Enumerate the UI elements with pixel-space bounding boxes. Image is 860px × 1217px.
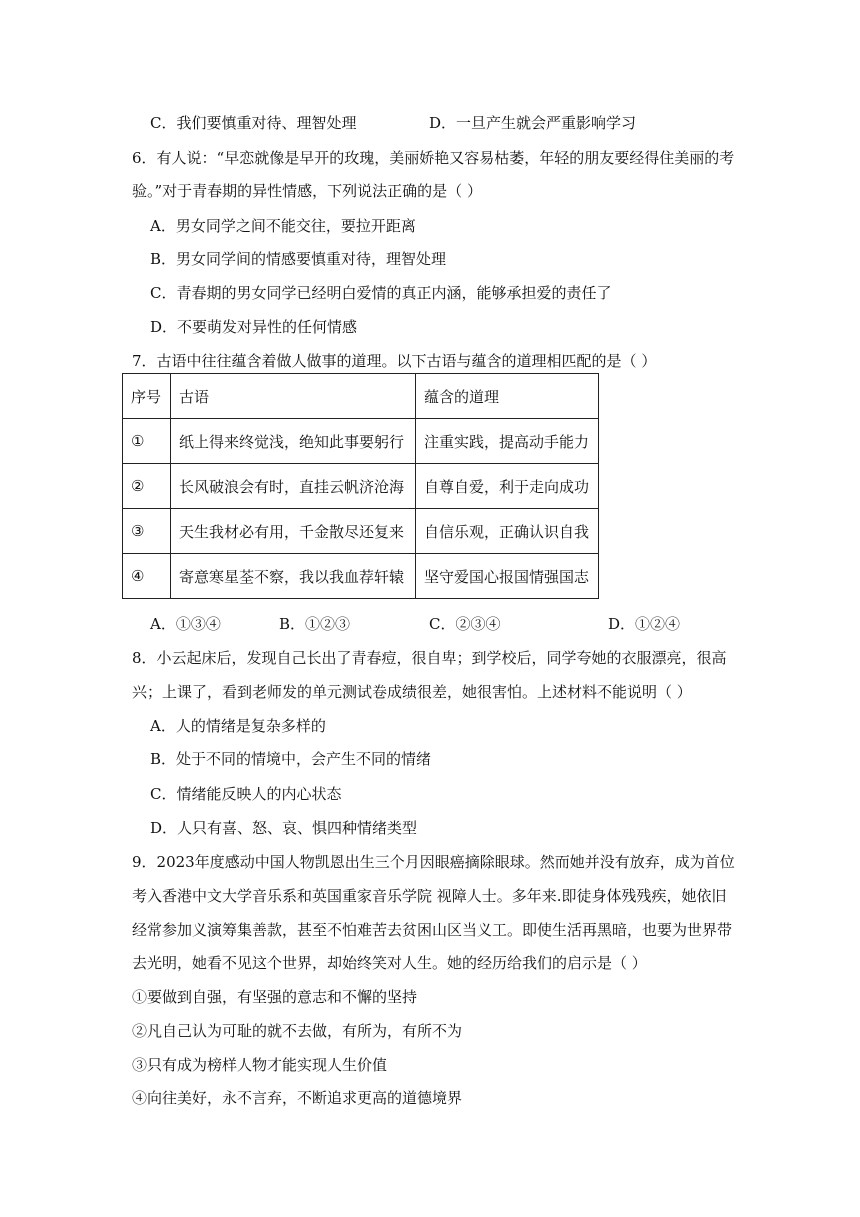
q9-statement-3: ③只有成为榜样人物才能实现人生价值 [132, 1056, 388, 1074]
table-row [123, 464, 599, 509]
q9-stem-line4: 去光明，她看不见这个世界，却始终笑对人生。她的经历给我们的启示是（ ） [132, 954, 647, 972]
row-index: ④ [123, 554, 171, 599]
q6-stem-line1: 6．有人说：“早恋就像是早开的玫瑰，美丽娇艳又容易枯萎，年轻的朋友要经得住美丽的考 [132, 149, 735, 167]
q9-stem-line3: 经常参加义演筹集善款，甚至不怕难苦去贫困山区当义工。即使生活再黑暗，也要为世界带 [132, 921, 733, 939]
row-saying: 天生我材必有用，千金散尽还复来 [171, 509, 416, 554]
row-meaning: 自信乐观，正确认识自我 [416, 509, 599, 554]
q7-option-b: B．①②③ [279, 615, 351, 633]
q7-table [122, 373, 599, 599]
q9-stem-line1: 9．2023年度感动中国人物凯恩出生三个月因眼癌摘除眼球。然而她并没有放弃，成为首位 [132, 853, 735, 871]
table-row [123, 509, 599, 554]
row-index: ① [123, 419, 171, 464]
q6-option-b: B．男女同学间的情感要慎重对待，理智处理 [150, 250, 447, 268]
row-meaning: 自尊自爱，利于走向成功 [416, 464, 599, 509]
table-row [123, 419, 599, 464]
header-index: 序号 [123, 374, 171, 419]
q9-statement-1: ①要做到自强，有坚强的意志和不懈的坚持 [132, 988, 418, 1006]
q8-option-b: B．处于不同的情境中，会产生不同的情绪 [150, 750, 432, 768]
row-saying: 长风破浪会有时，直挂云帆济沧海 [171, 464, 416, 509]
q8-stem-line1: 8．小云起床后，发现自己长出了青春痘，很自卑；到学校后，同学夸她的衣服漂亮，很高 [132, 649, 727, 667]
q6-option-d: D．不要萌发对异性的任何情感 [150, 318, 358, 336]
q6-option-c: C．青春期的男女同学已经明白爱情的真正内涵，能够承担爱的责任了 [150, 284, 612, 302]
table-row [123, 554, 599, 599]
header-meaning: 蕴含的道理 [416, 374, 599, 419]
row-index: ③ [123, 509, 171, 554]
q9-statement-2: ②凡自己认为可耻的就不去做，有所为，有所不为 [132, 1022, 463, 1040]
q6-option-a: A．男女同学之间不能交往，要拉开距离 [150, 217, 416, 235]
q5-option-c: C．我们要慎重对待、理智处理 [150, 114, 357, 132]
q8-option-c: C．情绪能反映人的内心状态 [150, 785, 342, 803]
row-saying: 寄意寒星荃不察，我以我血荐轩辕 [171, 554, 416, 599]
q8-stem-line2: 兴；上课了，看到老师发的单元测试卷成绩很差，她很害怕。上述材料不能说明（ ） [132, 683, 692, 701]
q9-statement-4: ④向往美好，永不言弃，不断追求更高的道德境界 [132, 1089, 463, 1107]
q5-option-d: D．一旦产生就会严重影响学习 [429, 114, 637, 132]
row-meaning: 注重实践，提高动手能力 [416, 419, 599, 464]
q7-option-a: A．①③④ [150, 615, 221, 633]
q7-option-c: C．②③④ [429, 615, 501, 633]
q8-option-d: D．人只有喜、怒、哀、惧四种情绪类型 [150, 819, 418, 837]
row-meaning: 坚守爱国心报国情强国志 [416, 554, 599, 599]
q6-stem-line2: 验。”对于青春期的异性情感，下列说法正确的是（ ） [132, 182, 482, 200]
row-saying: 纸上得来终觉浅，绝知此事要躬行 [171, 419, 416, 464]
q7-option-d: D．①②④ [608, 615, 681, 633]
q7-stem: 7．古语中往往蕴含着做人做事的道理。以下古语与蕴含的道理相匹配的是（ ） [132, 352, 657, 370]
q9-stem-line2: 考入香港中文大学音乐系和英国重家音乐学院 视障人士。多年来.即徒身体残残疾，她依旧 [132, 887, 727, 905]
row-index: ② [123, 464, 171, 509]
q8-option-a: A．人的情绪是复杂多样的 [150, 717, 326, 735]
header-saying: 古语 [171, 374, 416, 419]
table-header-row [123, 374, 599, 419]
